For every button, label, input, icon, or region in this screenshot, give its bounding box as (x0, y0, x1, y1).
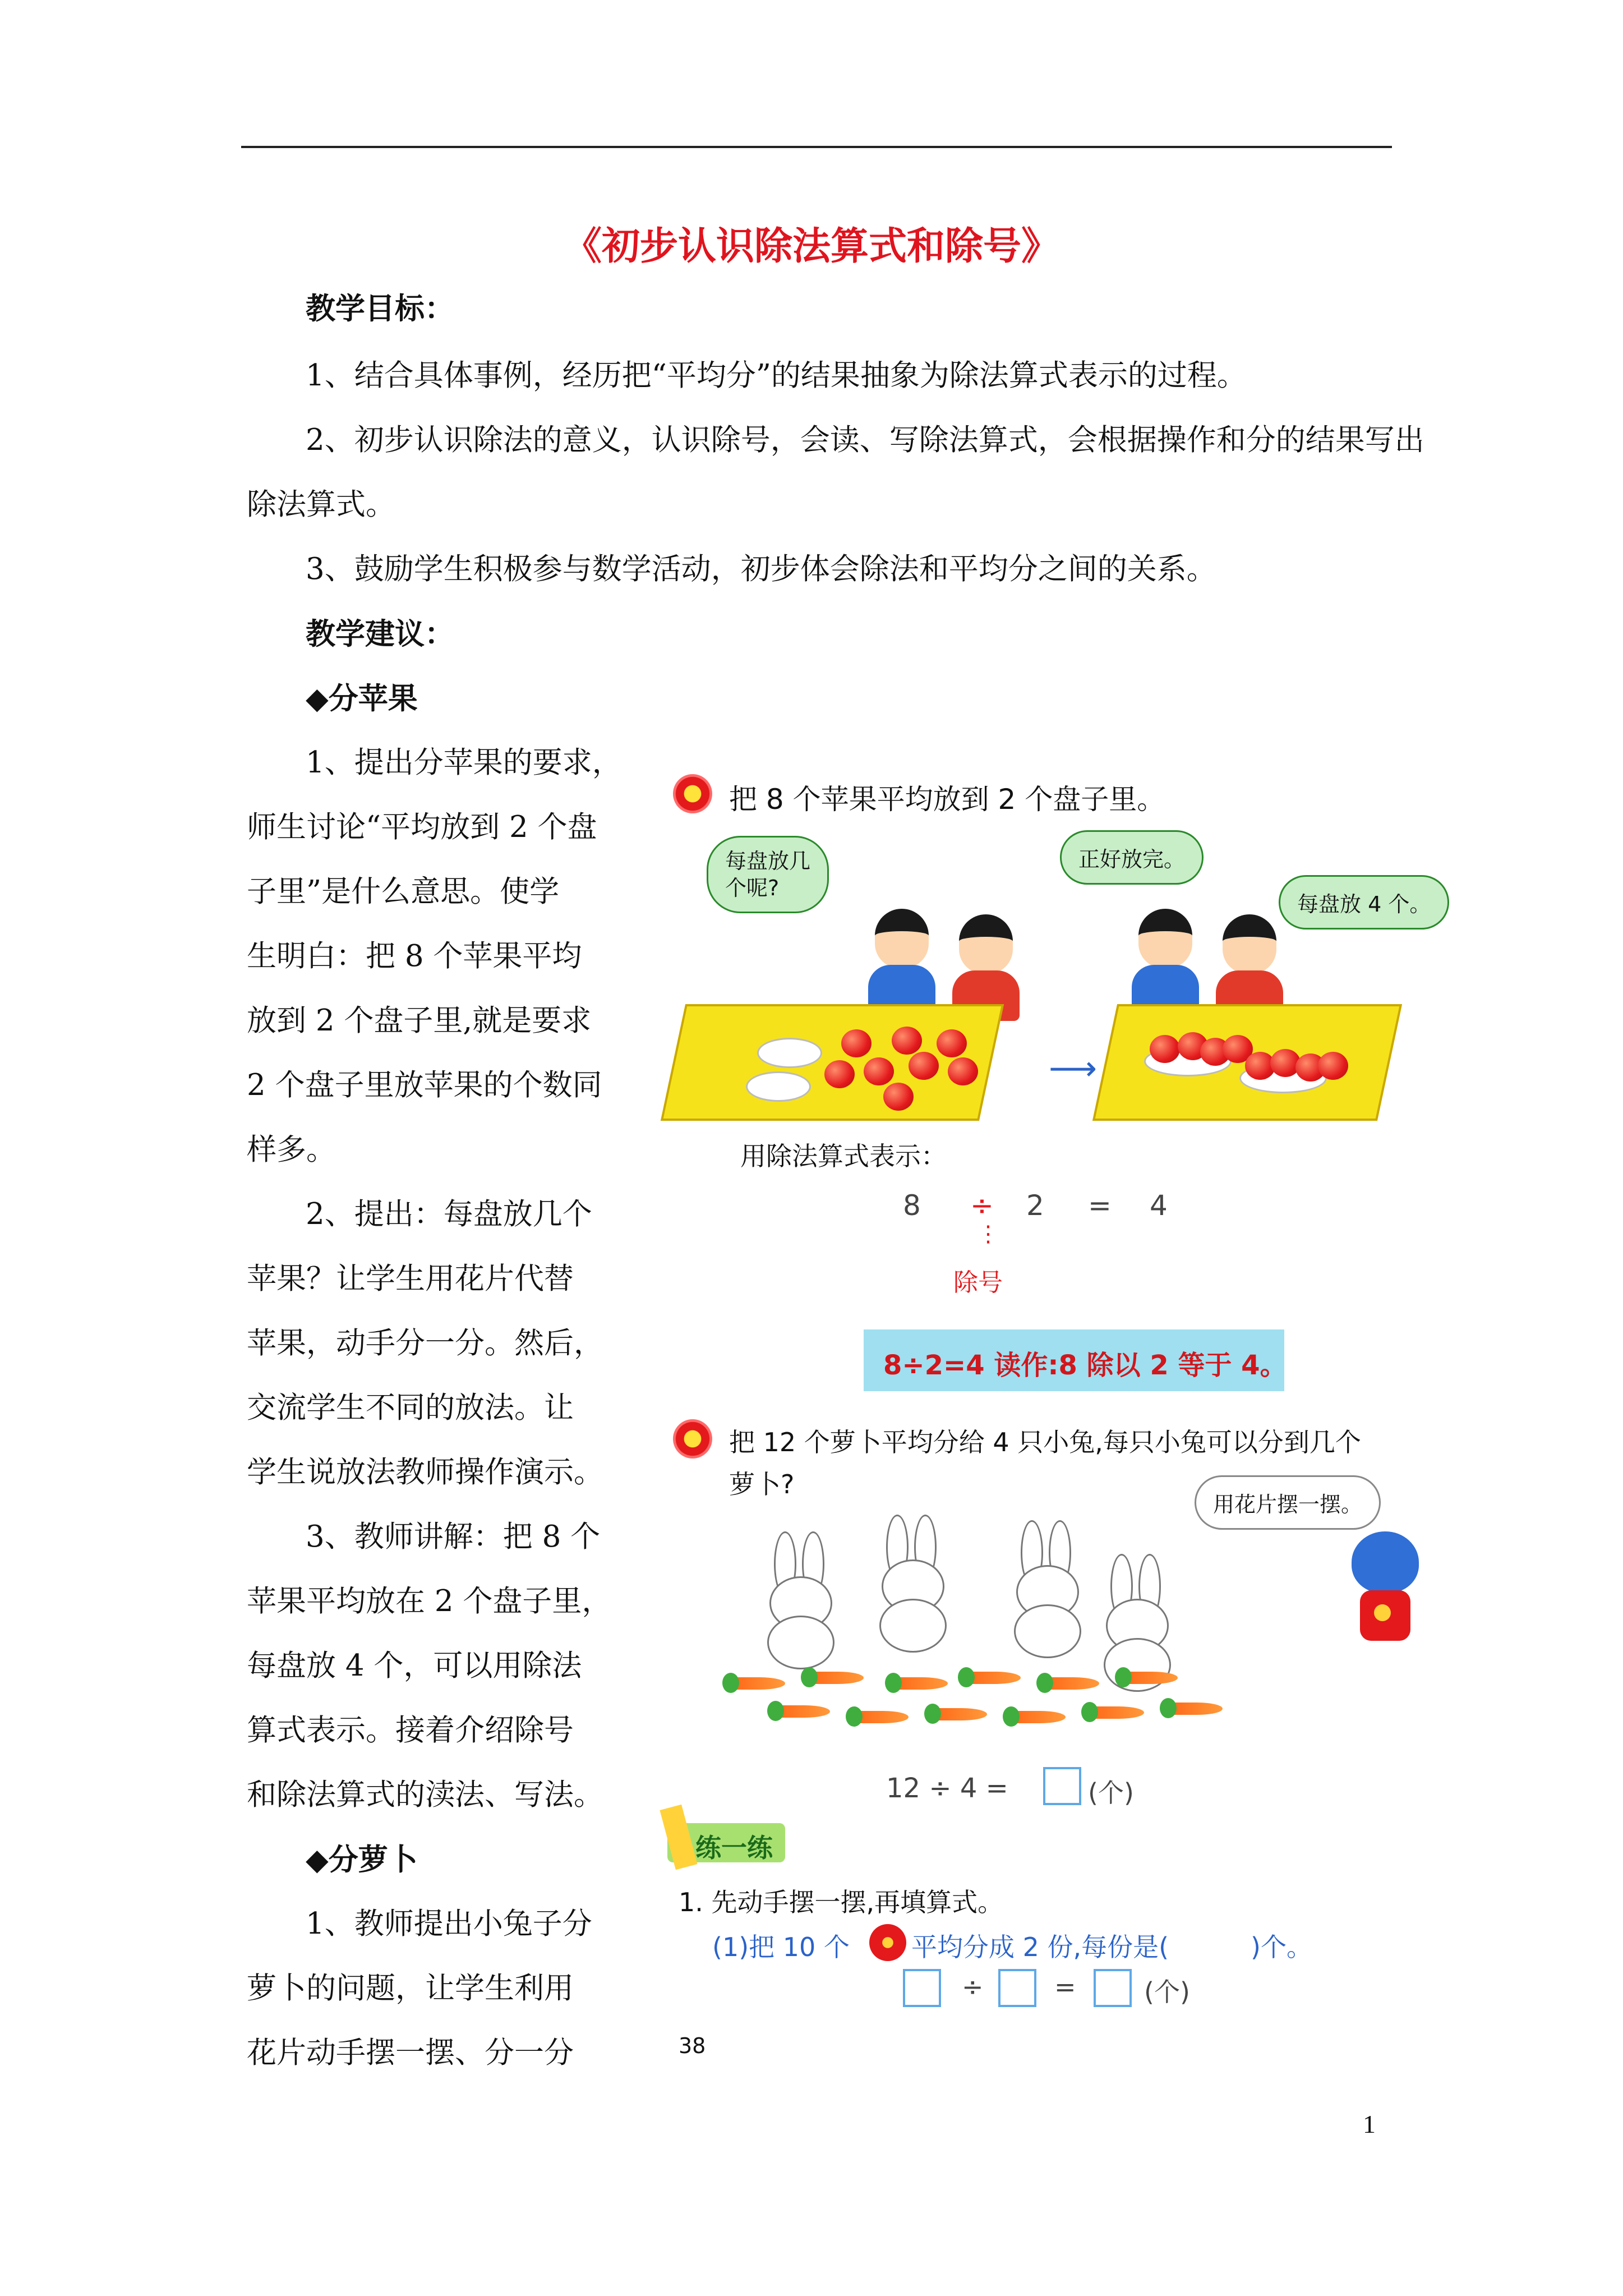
carrot (1049, 1677, 1099, 1690)
practice-label: 练一练 (695, 1833, 773, 1863)
apples-line: 苹果？让学生用花片代替 (247, 1262, 574, 1296)
apples-line: 算式表示。接着介绍除号 (247, 1713, 574, 1747)
carrots-line: 萝卜的问题，让学生利用 (247, 1971, 574, 2005)
flower-chip-icon (869, 1924, 906, 1961)
problem1-text: 把 8 个苹果平均放到 2 个盘子里。 (729, 783, 1165, 816)
page-title: 《初步认识除法算式和除号》 (563, 224, 1059, 269)
page-number: 1 (1363, 2110, 1376, 2138)
carrot (1015, 1711, 1066, 1723)
apple (1318, 1052, 1348, 1080)
carrot (780, 1705, 830, 1718)
question-bubble-line1: 每盘放几 (725, 849, 811, 873)
question-bubble-line2: 个呢? (725, 876, 780, 900)
carrot (1094, 1706, 1144, 1719)
cat-bubble: 用花片摆一摆。 (1195, 1475, 1381, 1530)
dotted-pointer: ⋮ (977, 1221, 999, 1247)
boy-figure (1223, 914, 1276, 974)
boy-figure (959, 914, 1013, 974)
boy-figure (1138, 909, 1192, 968)
carrot (897, 1677, 948, 1690)
apples-line: 样多。 (247, 1133, 336, 1167)
reading-text: 8÷2=4 读作:8 除以 2 等于 4。 (883, 1350, 1287, 1381)
apples-line: 3、教师讲解：把 8 个 (306, 1520, 601, 1554)
apple (824, 1060, 855, 1088)
practice-q1-1-end: )个。 (1251, 1932, 1312, 1962)
book-page-number: 38 (679, 2033, 706, 2058)
apples-line: 2 个盘子里放苹果的个数同 (247, 1068, 602, 1102)
goal-1: 1、结合具体事例，经历把“平均分”的结果抽象为除法算式表示的过程。 (306, 358, 1247, 393)
divide-sign-label: 除号 (953, 1268, 1003, 1297)
apples-line: 1、提出分苹果的要求， (306, 746, 622, 780)
answer-box[interactable] (1043, 1767, 1081, 1805)
carrots-line: 1、教师提出小兔子分 (306, 1907, 592, 1941)
rabbit (1004, 1520, 1088, 1649)
expr-dividend: 8 (903, 1189, 921, 1222)
done-bubble: 正好放完。 (1060, 830, 1204, 885)
apples-line: 放到 2 个盘子里,就是要求 (247, 1004, 592, 1038)
blank-box[interactable] (998, 1969, 1036, 2007)
apples-line: 交流学生不同的放法。让 (247, 1391, 574, 1425)
apple (864, 1057, 894, 1085)
arrow-right-icon: ⟶ (1049, 1049, 1098, 1088)
apples-line: 和除法算式的渎法、写法。 (247, 1778, 603, 1812)
apples-line: 生明白：把 8 个苹果平均 (247, 939, 582, 973)
section-carrots-heading: ◆分萝卜 (306, 1842, 418, 1877)
plate (746, 1071, 811, 1102)
goals-heading: 教学目标： (306, 291, 454, 326)
problem2-line2: 萝卜? (729, 1469, 795, 1499)
apples-line: 每盘放 4 个，可以用除法 (247, 1649, 582, 1683)
each-bubble: 每盘放 4 个。 (1279, 875, 1449, 930)
practice-q1-1-mid: 平均分成 2 份,每份是( (911, 1932, 1169, 1962)
apples-line: 苹果平均放在 2 个盘子里， (247, 1584, 612, 1618)
carrot (937, 1708, 987, 1720)
blank-box[interactable] (1094, 1969, 1132, 2007)
expr2-unit: (个) (1088, 1778, 1134, 1808)
carrot (735, 1677, 785, 1690)
goal-3: 3、鼓励学生积极参与数学活动，初步体会除法和平均分之间的关系。 (306, 552, 1216, 586)
rabbit (1094, 1554, 1178, 1683)
practice-q1-1-start: (1)把 10 个 (712, 1932, 850, 1962)
apples-line: 学生说放法教师操作演示。 (247, 1455, 603, 1489)
cat-figure (1346, 1531, 1424, 1655)
apples-line: 2、提出：每盘放几个 (306, 1197, 592, 1231)
blank-equals: = (1054, 1972, 1076, 2002)
apple (1150, 1035, 1180, 1063)
question-bubble (707, 836, 829, 913)
practice-question-1: 1. 先动手摆一摆,再填算式。 (679, 1887, 1004, 1917)
blank-unit: (个) (1144, 1977, 1190, 2007)
carrot (858, 1711, 909, 1723)
plate (757, 1038, 822, 1068)
apple (948, 1057, 978, 1085)
rabbit (757, 1531, 841, 1660)
carrot (970, 1672, 1021, 1684)
expr2-left: 12 ÷ 4 = (886, 1773, 1008, 1804)
textbook-figure (656, 746, 1469, 2058)
header-rule (241, 146, 1392, 148)
carrot (813, 1672, 864, 1684)
medal-icon (673, 774, 712, 813)
carrots-line: 花片动手摆一摆、分一分 (247, 2036, 574, 2070)
goal-2-line1: 2、初步认识除法的意义，认识除号，会读、写除法算式，会根据操作和分的结果写出 (306, 423, 1424, 457)
problem2-line1: 把 12 个萝卜平均分给 4 只小兔,每只小兔可以分到几个 (729, 1427, 1361, 1457)
apple (892, 1027, 922, 1055)
medal-icon (673, 1419, 712, 1458)
apple (937, 1029, 967, 1057)
expr-quotient: 4 (1150, 1189, 1168, 1222)
carrot (1127, 1672, 1178, 1684)
apples-line: 子里”是什么意思。使学 (247, 875, 560, 909)
apples-line: 苹果，动手分一分。然后， (247, 1326, 603, 1360)
apple (883, 1083, 914, 1111)
apple (841, 1029, 872, 1057)
rabbit (869, 1515, 953, 1644)
blank-box[interactable] (903, 1969, 941, 2007)
expression-label: 用除法算式表示： (740, 1141, 947, 1171)
apple (909, 1052, 939, 1080)
boy-figure (875, 909, 929, 968)
suggestions-heading: 教学建议： (306, 616, 454, 651)
carrot (1172, 1703, 1223, 1715)
expr-equals: = (1088, 1189, 1112, 1222)
blank-divide: ÷ (962, 1972, 984, 2002)
apples-line: 师生讨论“平均放到 2 个盘 (247, 810, 597, 844)
section-apples-heading: ◆分苹果 (306, 681, 418, 716)
expr-divide-sign: ÷ (970, 1189, 994, 1222)
expr-divisor: 2 (1026, 1189, 1044, 1222)
goal-2-line2: 除法算式。 (247, 487, 395, 522)
